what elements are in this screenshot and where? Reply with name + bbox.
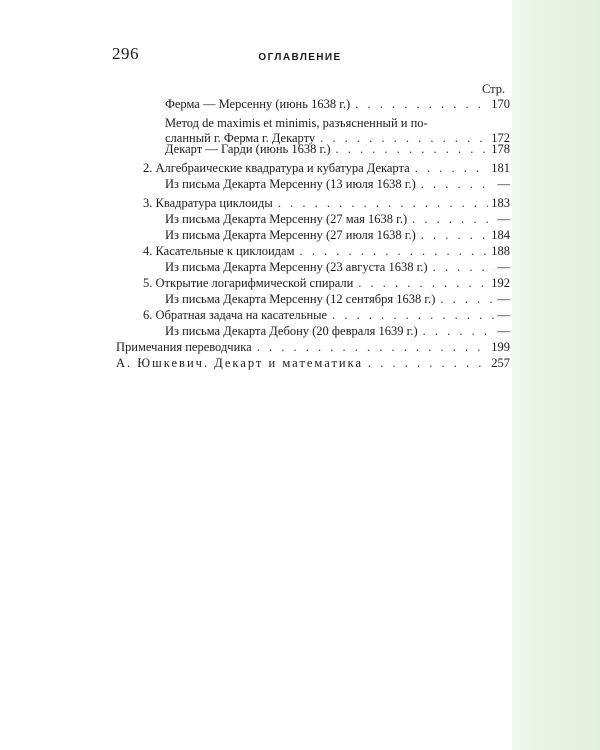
toc-entry[interactable] <box>165 96 510 112</box>
dot-leader <box>257 339 489 355</box>
toc-entry-page: 178 <box>491 142 510 156</box>
toc-entry[interactable] <box>165 141 510 157</box>
dot-leader <box>440 291 494 307</box>
toc-entry-page: — <box>497 260 510 274</box>
dot-leader <box>355 96 488 112</box>
toc-entry[interactable] <box>143 243 510 259</box>
toc-entry-page: 183 <box>491 196 510 210</box>
dot-leader <box>421 227 489 243</box>
toc-entry-label: А. Юшкевич. Декарт и математика <box>116 356 364 370</box>
dot-leader <box>368 355 488 371</box>
toc-entry-page: — <box>497 177 510 191</box>
toc-entry[interactable] <box>116 355 510 371</box>
toc-entry[interactable] <box>143 275 510 291</box>
toc-entry-page: 172 <box>491 131 510 145</box>
toc-entry-page: — <box>497 212 510 226</box>
toc-entry-label: Из письма Декарта Мерсенну (13 июля 1638 г.) <box>165 177 416 191</box>
toc-entry-page: 181 <box>491 161 510 175</box>
toc-entry-label: 5. Открытие логарифмической спирали <box>143 276 354 290</box>
toc-entry-page: 170 <box>491 97 510 111</box>
running-title: ОГЛАВЛЕНИЕ <box>258 52 342 63</box>
toc-entry-label: 3. Квадратура циклоиды <box>143 196 273 210</box>
toc-entry[interactable] <box>165 259 510 275</box>
dot-leader <box>415 160 489 176</box>
toc-entry[interactable] <box>143 160 510 176</box>
toc-entry-page: 199 <box>491 340 510 354</box>
toc-entry-page: — <box>497 324 510 338</box>
toc-entry[interactable] <box>165 291 510 307</box>
dot-leader <box>278 195 488 211</box>
dot-leader <box>423 323 495 339</box>
toc-entry-label: Примечания переводчика <box>116 340 252 354</box>
toc-entry-page: 192 <box>491 276 510 290</box>
toc-entry-label: Из письма Декарта Мерсенну (23 августа 1638 г.) <box>165 260 428 274</box>
toc-entry[interactable] <box>165 115 510 131</box>
toc-entry-label: Из письма Декарта Мерсенну (27 мая 1638 г.) <box>165 212 408 226</box>
dot-leader <box>300 243 489 259</box>
toc-entry-label: 6. Обратная задача на касательные <box>143 308 328 322</box>
toc-entry[interactable] <box>143 195 510 211</box>
dot-leader <box>336 141 489 157</box>
dot-leader <box>421 176 495 192</box>
dot-leader <box>433 259 495 275</box>
toc-entry-label: Декарт — Гарди (июнь 1638 г.) <box>165 142 331 156</box>
toc-entry-label: сланный г. Ферма г. Декарту <box>165 131 316 145</box>
toc-entry[interactable] <box>143 307 510 323</box>
page-column-header: Стр. <box>482 82 506 96</box>
toc-entry[interactable] <box>116 339 510 355</box>
toc-entry-label: 4. Касательные к циклоидам <box>143 244 295 258</box>
toc-entry-page: — <box>497 308 510 322</box>
toc-entry[interactable] <box>165 323 510 339</box>
dot-leader <box>412 211 494 227</box>
toc-entry-page: — <box>497 292 510 306</box>
toc-entry-label: Из письма Декарта Дебону (20 февраля 1639 г.) <box>165 324 418 338</box>
toc-entry-label: Ферма — Мерсенну (июнь 1638 г.) <box>165 97 351 111</box>
toc-entry-label: Из письма Декарта Мерсенну (27 июля 1638 г.) <box>165 228 416 242</box>
dot-leader <box>358 275 488 291</box>
toc-entry-label: Из письма Декарта Мерсенну (12 сентября 1638 г.) <box>165 292 436 306</box>
toc-entry-label: 2. Алгебраические квадратура и кубатура Декарта <box>143 161 410 175</box>
toc-entry[interactable] <box>165 176 510 192</box>
toc-entry-page: 188 <box>491 244 510 258</box>
dot-leader <box>332 307 494 323</box>
toc-entry-page: 184 <box>491 228 510 242</box>
toc-entry-label: Метод de maximis et minimis, разъясненный и по- <box>165 116 428 130</box>
toc-entry[interactable] <box>165 227 510 243</box>
toc-entry-page: 257 <box>491 356 510 370</box>
toc-entry[interactable] <box>165 211 510 227</box>
page-number: 296 <box>112 44 139 63</box>
